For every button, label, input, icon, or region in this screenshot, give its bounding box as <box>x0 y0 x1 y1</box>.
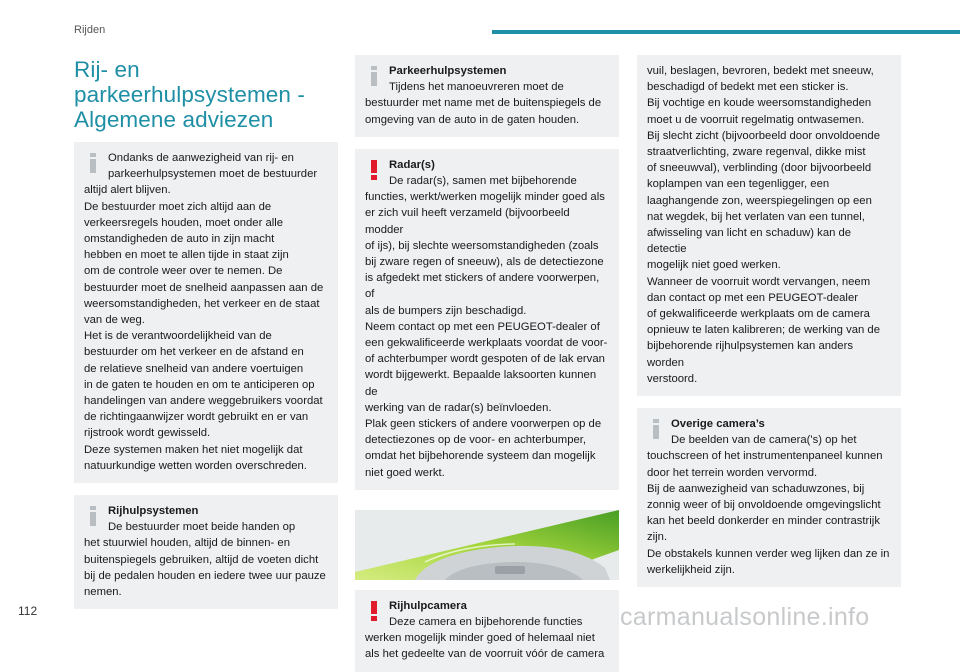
info-icon <box>369 66 379 86</box>
box-heading: Radar(s) <box>389 158 435 171</box>
camera-illustration <box>355 510 619 580</box>
info-icon <box>88 506 98 526</box>
box-text: altijd alert blijven. De bestuurder moet zich altijd aan de verkeersregels houden, moet onder alle omstandigheden de auto in zijn macht hebben en moet te allen tijde in staat zijn om de controle weer over te nemen. De bestuurder moet de snelheid aanpassen aan de weersomstandigheden, het verkeer en de staat van de weg. Het is de verantwoordelijkheid van de bestuurder om het verkeer en de afstand en de relatieve snelheid van andere voertuigen in de gaten te houden en om te anticiperen op handelingen van andere weggebruikers voordat de richtingaanwijzer wordt gebruikt en er van rijstrook wordt gewisseld. Deze systemen maken het niet mogelijk dat natuurkundige wetten worden overschreden. <box>84 184 324 472</box>
info-icon <box>651 419 661 439</box>
info-box-general <box>74 142 338 483</box>
box-text-head: Ondanks de aanwezigheid van rij- en parkeerhulpsystemen moet de bestuurder <box>108 152 318 181</box>
box-heading: Overige camera’s <box>671 418 765 431</box>
warning-icon <box>369 601 379 621</box>
box-heading: Rijhulpsystemen <box>108 505 199 518</box>
warning-box-radar <box>355 149 619 490</box>
column-3 <box>637 55 901 587</box>
warning-box-rijhulpcamera <box>355 590 619 672</box>
watermark: carmanualsonline.info <box>620 603 870 631</box>
section-header: Rijden <box>74 24 106 36</box>
box-text: het stuurwiel houden, altijd de binnen- en buitenspiegels gebruiken, altijd de voeten dicht bij de pedalen houden en iedere twee uur pauze nemen. <box>84 537 326 599</box>
box-heading: Parkeerhulpsystemen <box>389 65 507 77</box>
box-text-head: Tijdens het manoeuvreren moet de <box>389 81 564 94</box>
page-number: 112 <box>18 604 38 618</box>
header-accent-bar <box>492 30 960 34</box>
warning-icon <box>369 160 379 180</box>
box-heading: Rijhulpcamera <box>389 599 467 612</box>
box-text-head: De bestuurder moet beide handen op <box>108 521 296 534</box>
box-text: functies, werkt/werken mogelijk minder goed als er zich vuil heeft verzameld (bijvoorbeeld modder of ijs), bij slechte weersomstandigheden (zoals bij zware regen of sneeuw), als de detectiezone is afgedekt met stickers of andere voorwerpen, of als de bumpers zijn beschadigd. Neem contact op met een PEUGEOT-dealer of een gekwalificeerde werkplaats voordat de voor- of achterbumper wordt gespoten of de lak ervan wordt bijgewerkt. Bepaalde laksoorten kunnen de werking van de radar(s) beïnvloeden. Plak geen stickers of andere voorwerpen op de detectiezones op de voor- en achterbumper, omdat het bijbehorende systeem dan mogelijk niet goed werkt. <box>365 191 608 479</box>
info-box-rijhulpsystemen <box>74 495 338 609</box>
box-text-head: Deze camera en bijbehorende functies <box>389 616 583 629</box>
warning-box-rijhulpcamera-continued <box>637 55 901 396</box>
box-text: touchscreen of het instrumentenpaneel kunnen door het terrein worden vervormd. Bij de aanwezigheid van schaduwzones, bij zonnig weer of bij onvoldoende omgevingslicht kan het beeld donkerder en minder contrastrijk zijn. De obstakels kunnen verder weg lijken dan ze in werkelijkheid zijn. <box>647 450 890 576</box>
box-text: werken mogelijk minder goed of helemaal niet als het gedeelte van de voorruit vóór de camera <box>365 632 605 661</box>
windscreen-camera-illustration <box>355 510 619 580</box>
info-box-parkeerhulpsystemen <box>355 55 619 137</box>
column-1 <box>74 55 338 609</box>
info-box-overige-cameras <box>637 408 901 587</box>
box-text: vuil, beslagen, bevroren, bedekt met sneeuw, beschadigd of bedekt met een sticker is. Bij vochtige en koude weersomstandigheden moet u de voorruit regelmatig ontwasemen. Bij slecht zicht (bijvoorbeeld door onvoldoende straatverlichting, zware regenval, dikke mist of sneeuwval), verblinding (door bijvoorbeeld koplampen van een tegenligger, een laaghangende zon, weerspiegelingen op een nat wegdek, bij het verlaten van een tunnel, afwisseling van licht en schaduw) kan de detectie mogelijk niet goed werken. Wanneer de voorruit wordt vervangen, neem dan contact op met een PEUGEOT-dealer of gekwalificeerde werkplaats om de camera opnieuw te laten kalibreren; de werking van de bijbehorende rijhulpsystemen kan anders worden verstoord. <box>647 65 880 385</box>
box-text-head: De beelden van de camera('s) op het <box>671 434 857 447</box>
column-2 <box>355 55 619 672</box>
page-title: Rij- en parkeerhulpsystemen - Algemene adviezen <box>74 57 305 132</box>
box-text-head: De radar(s), samen met bijbehorende <box>389 175 577 188</box>
info-icon <box>88 153 98 173</box>
box-text: bestuurder met name met de buitenspiegels de omgeving van de auto in de gaten houden. <box>365 97 602 126</box>
